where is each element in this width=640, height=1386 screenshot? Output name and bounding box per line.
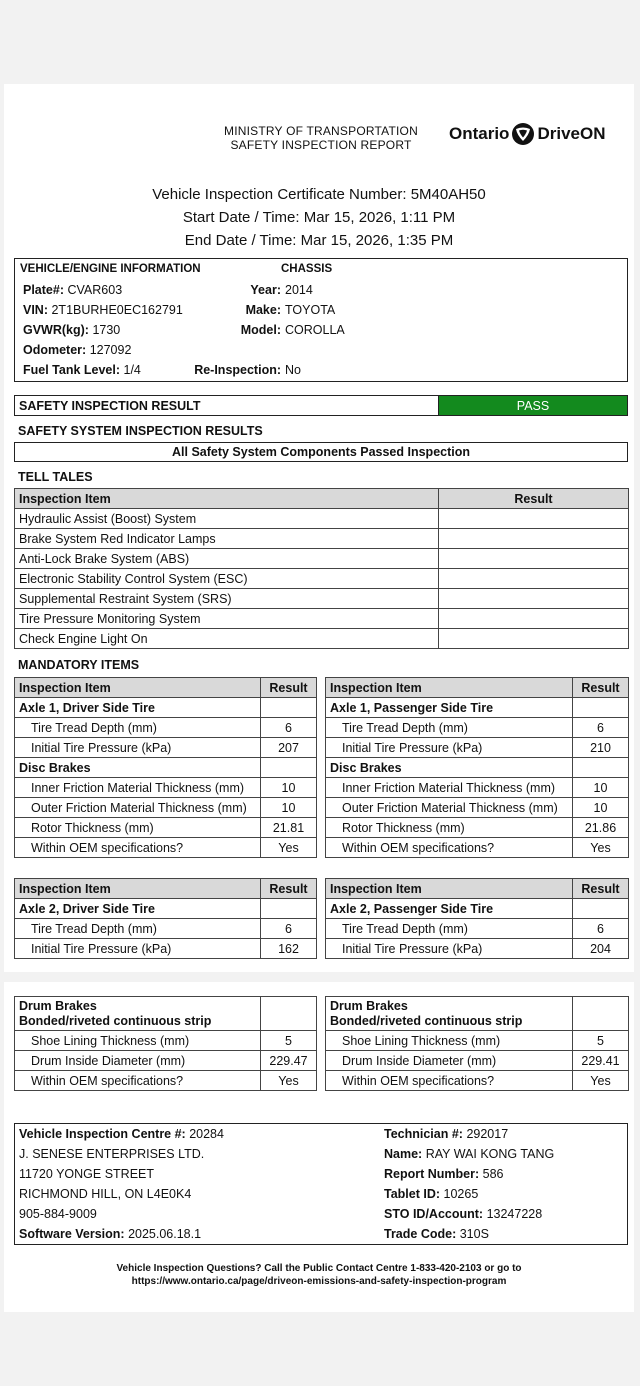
drum-subtitle: Bonded/riveted continuous strip: [19, 1013, 212, 1028]
report-page-2: [4, 982, 634, 1312]
trade-value: 310S: [459, 1227, 489, 1241]
fuel-value: 1/4: [123, 363, 141, 377]
table-row: [15, 718, 317, 738]
table-row: [15, 778, 317, 798]
item-label: Shoe Lining Thickness (mm): [326, 1031, 573, 1051]
footer-contact: [4, 1262, 634, 1288]
col-inspection-item: Inspection Item: [326, 678, 573, 698]
model-value: COROLLA: [285, 323, 345, 337]
fuel-label: Fuel Tank Level:: [23, 363, 121, 377]
table-row: [326, 698, 629, 718]
table-row: [326, 997, 629, 1031]
item-label: Outer Friction Material Thickness (mm): [326, 798, 573, 818]
table-row: [326, 758, 629, 778]
col-result: Result: [439, 489, 629, 509]
trade-row: [384, 1227, 489, 1241]
table-row: [326, 1031, 629, 1051]
table-row: [15, 1071, 317, 1091]
table-header-row: [15, 879, 317, 899]
plate-value: CVAR603: [67, 283, 123, 297]
table-row: [326, 939, 629, 959]
drum-subtitle: Bonded/riveted continuous strip: [330, 1013, 523, 1028]
disc-group-label: Disc Brakes: [326, 758, 573, 778]
ministry-line-2: SAFETY INSPECTION REPORT: [230, 138, 412, 152]
table-row: [15, 939, 317, 959]
table-row: [15, 549, 629, 569]
drum-title: Drum Brakes: [330, 998, 408, 1013]
software-row: [19, 1227, 201, 1241]
table-row: [15, 818, 317, 838]
axle1-passenger-table: [325, 677, 629, 858]
table-row: [326, 919, 629, 939]
col-result: Result: [261, 678, 317, 698]
col-inspection-item: Inspection Item: [15, 678, 261, 698]
item-value: Yes: [573, 1071, 629, 1091]
item-label: Inner Friction Material Thickness (mm): [15, 778, 261, 798]
table-row: [15, 997, 317, 1031]
tell-tale-result: [439, 589, 629, 609]
axle2-passenger-table: [325, 878, 629, 959]
software-label: Software Version:: [19, 1227, 125, 1241]
item-label: Initial Tire Pressure (kPa): [15, 738, 261, 758]
tell-tale-result: [439, 629, 629, 649]
start-date-time: Start Date / Time: Mar 15, 2026, 1:11 PM: [182, 209, 456, 226]
centre-phone: 905-884-9009: [19, 1207, 97, 1221]
software-value: 2025.06.18.1: [128, 1227, 202, 1241]
col-result: Result: [573, 879, 629, 899]
trade-label: Trade Code:: [384, 1227, 457, 1241]
item-value: 10: [573, 778, 629, 798]
table-row: [15, 569, 629, 589]
technician-label: Technician #:: [384, 1127, 463, 1141]
item-value: 229.47: [261, 1051, 317, 1071]
tell-tale-item: Check Engine Light On: [15, 629, 439, 649]
item-value: 10: [261, 798, 317, 818]
tell-tales-title: TELL TALES: [18, 470, 93, 484]
ministry-line-1: MINISTRY OF TRANSPORTATION: [224, 124, 418, 138]
table-row: [326, 1071, 629, 1091]
make-label: Make:: [245, 303, 281, 317]
drum-group-label: [326, 997, 573, 1031]
tablet-value: 10265: [443, 1187, 479, 1201]
centre-city: RICHMOND HILL, ON L4E0K4: [19, 1187, 192, 1201]
report-label: Report Number:: [384, 1167, 480, 1181]
table-row: [326, 818, 629, 838]
chassis-heading: CHASSIS: [281, 263, 333, 275]
item-value: 6: [261, 718, 317, 738]
table-row: [326, 838, 629, 858]
item-label: Tire Tread Depth (mm): [326, 718, 573, 738]
table-row: [15, 589, 629, 609]
gvwr-value: 1730: [92, 323, 121, 337]
empty-cell: [573, 758, 629, 778]
make-value: TOYOTA: [285, 303, 336, 317]
odometer-value: 127092: [89, 343, 132, 357]
item-label: Within OEM specifications?: [15, 838, 261, 858]
inspection-centre-box: [14, 1123, 628, 1245]
tell-tale-result: [439, 509, 629, 529]
table-row: [15, 629, 629, 649]
tablet-label: Tablet ID:: [384, 1187, 441, 1201]
item-value: Yes: [573, 838, 629, 858]
vin-value: 2T1BURHE0EC162791: [51, 303, 183, 317]
tire-group-label: Axle 1, Driver Side Tire: [15, 698, 261, 718]
vehicle-info-box: [14, 258, 628, 382]
item-value: 207: [261, 738, 317, 758]
odometer-label: Odometer:: [23, 343, 87, 357]
table-row: [15, 738, 317, 758]
table-row: [15, 698, 317, 718]
empty-cell: [573, 698, 629, 718]
axle1-driver-table: [14, 677, 317, 858]
gvwr-row: [23, 323, 120, 337]
logo-ontario-text: Ontario: [449, 124, 510, 143]
item-label: Outer Friction Material Thickness (mm): [15, 798, 261, 818]
vic-label: Vehicle Inspection Centre #:: [19, 1127, 186, 1141]
centre-street: 11720 YONGE STREET: [19, 1167, 155, 1181]
col-inspection-item: Inspection Item: [15, 489, 439, 509]
safety-system-summary: All Safety System Components Passed Inspection: [14, 442, 628, 462]
sto-value: 13247228: [486, 1207, 543, 1221]
model-label: Model:: [240, 323, 281, 337]
table-header-row: [326, 879, 629, 899]
table-header-row: [15, 678, 317, 698]
col-result: Result: [261, 879, 317, 899]
item-value: 204: [573, 939, 629, 959]
empty-cell: [261, 899, 317, 919]
status-badge: PASS: [438, 396, 627, 415]
item-value: 21.86: [573, 818, 629, 838]
item-label: Tire Tread Depth (mm): [326, 919, 573, 939]
technician-row: [384, 1127, 508, 1141]
tell-tale-result: [439, 529, 629, 549]
vic-value: 20284: [189, 1127, 224, 1141]
sto-label: STO ID/Account:: [384, 1207, 484, 1221]
item-label: Within OEM specifications?: [326, 838, 573, 858]
vin-label: VIN:: [23, 303, 48, 317]
item-label: Within OEM specifications?: [15, 1071, 261, 1091]
table-row: [326, 778, 629, 798]
empty-cell: [261, 997, 317, 1031]
tech-name-value: RAY WAI KONG TANG: [425, 1147, 555, 1161]
tell-tale-item: Supplemental Restraint System (SRS): [15, 589, 439, 609]
logo-driveon-text: DriveON: [537, 124, 606, 143]
item-value: 5: [261, 1031, 317, 1051]
table-row: [15, 899, 317, 919]
item-label: Rotor Thickness (mm): [326, 818, 573, 838]
technician-value: 292017: [466, 1127, 509, 1141]
disc-group-label: Disc Brakes: [15, 758, 261, 778]
empty-cell: [573, 997, 629, 1031]
item-label: Initial Tire Pressure (kPa): [15, 939, 261, 959]
tire-group-label: Axle 2, Driver Side Tire: [15, 899, 261, 919]
item-value: Yes: [261, 1071, 317, 1091]
item-value: 229.41: [573, 1051, 629, 1071]
table-header-row: [326, 678, 629, 698]
plate-row: [23, 283, 122, 297]
plate-label: Plate#:: [23, 283, 64, 297]
fuel-row: [23, 363, 141, 377]
ministry-heading: [224, 124, 418, 152]
item-value: 5: [573, 1031, 629, 1051]
table-row: [15, 758, 317, 778]
item-value: 6: [573, 718, 629, 738]
item-value: Yes: [261, 838, 317, 858]
tell-tale-result: [439, 549, 629, 569]
vin-row: [23, 303, 183, 317]
axle2-driver-table: [14, 878, 317, 959]
item-label: Drum Inside Diameter (mm): [15, 1051, 261, 1071]
tell-tale-item: Hydraulic Assist (Boost) System: [15, 509, 439, 529]
item-label: Initial Tire Pressure (kPa): [326, 939, 573, 959]
reinspection-value: No: [285, 363, 301, 377]
col-inspection-item: Inspection Item: [326, 879, 573, 899]
empty-cell: [261, 698, 317, 718]
gvwr-label: GVWR(kg):: [23, 323, 89, 337]
table-row: [15, 509, 629, 529]
item-value: 162: [261, 939, 317, 959]
item-value: 10: [573, 798, 629, 818]
col-inspection-item: Inspection Item: [15, 879, 261, 899]
table-row: [326, 738, 629, 758]
item-label: Tire Tread Depth (mm): [15, 718, 261, 738]
report-row: [384, 1167, 504, 1181]
mandatory-items-title: MANDATORY ITEMS: [18, 658, 140, 672]
drum-title: Drum Brakes: [19, 998, 97, 1013]
tell-tale-item: Brake System Red Indicator Lamps: [15, 529, 439, 549]
vic-row: [19, 1127, 224, 1141]
tablet-row: [384, 1187, 478, 1201]
certificate-number: Vehicle Inspection Certificate Number: 5M40AH50: [152, 186, 486, 203]
table-row: [326, 1051, 629, 1071]
empty-cell: [261, 758, 317, 778]
safety-system-title: SAFETY SYSTEM INSPECTION RESULTS: [18, 424, 263, 438]
item-label: Shoe Lining Thickness (mm): [15, 1031, 261, 1051]
tire-group-label: Axle 1, Passenger Side Tire: [326, 698, 573, 718]
item-value: 6: [573, 919, 629, 939]
report-page-1: [4, 84, 634, 972]
safety-result-label: SAFETY INSPECTION RESULT: [19, 399, 201, 413]
end-date-time: End Date / Time: Mar 15, 2026, 1:35 PM: [184, 232, 454, 249]
tech-name-row: [384, 1147, 554, 1161]
item-label: Inner Friction Material Thickness (mm): [326, 778, 573, 798]
centre-name: J. SENESE ENTERPRISES LTD.: [19, 1147, 205, 1161]
table-row: [326, 718, 629, 738]
table-row: [15, 838, 317, 858]
odometer-row: [23, 343, 131, 357]
reinspection-label: Re-Inspection:: [194, 363, 281, 377]
table-row: [15, 609, 629, 629]
item-value: 210: [573, 738, 629, 758]
table-header-row: [15, 489, 629, 509]
table-row: [15, 798, 317, 818]
year-label: Year:: [250, 283, 281, 297]
table-row: [15, 1051, 317, 1071]
table-row: [15, 1031, 317, 1051]
table-row: [15, 919, 317, 939]
item-label: Rotor Thickness (mm): [15, 818, 261, 838]
drum-brakes-left-table: [14, 996, 317, 1091]
table-row: [326, 899, 629, 919]
safety-inspection-result: [14, 395, 628, 416]
item-value: 21.81: [261, 818, 317, 838]
tire-group-label: Axle 2, Passenger Side Tire: [326, 899, 573, 919]
tell-tale-result: [439, 569, 629, 589]
tech-name-label: Name:: [384, 1147, 423, 1161]
ontario-driveon-logo: [449, 122, 605, 146]
tell-tale-item: Anti-Lock Brake System (ABS): [15, 549, 439, 569]
trillium-icon: [511, 122, 535, 146]
item-value: 6: [261, 919, 317, 939]
drum-group-label: [15, 997, 261, 1031]
tell-tale-item: Electronic Stability Control System (ESC): [15, 569, 439, 589]
col-result: Result: [573, 678, 629, 698]
empty-cell: [573, 899, 629, 919]
report-value: 586: [482, 1167, 504, 1181]
tell-tale-result: [439, 609, 629, 629]
item-label: Initial Tire Pressure (kPa): [326, 738, 573, 758]
footer-link[interactable]: https://www.ontario.ca/page/driveon-emissions-and-safety-inspection-program: [131, 1276, 507, 1287]
sto-row: [384, 1207, 542, 1221]
tell-tales-table: [14, 488, 629, 649]
table-row: [326, 798, 629, 818]
item-label: Tire Tread Depth (mm): [15, 919, 261, 939]
table-row: [15, 529, 629, 549]
item-label: Within OEM specifications?: [326, 1071, 573, 1091]
tell-tale-item: Tire Pressure Monitoring System: [15, 609, 439, 629]
vehicle-info-heading: VEHICLE/ENGINE INFORMATION: [20, 263, 201, 275]
item-label: Drum Inside Diameter (mm): [326, 1051, 573, 1071]
item-value: 10: [261, 778, 317, 798]
footer-line-1: Vehicle Inspection Questions? Call the Public Contact Centre 1-833-420-2103 or go to: [116, 1263, 522, 1274]
drum-brakes-right-table: [325, 996, 629, 1091]
year-value: 2014: [285, 283, 313, 297]
